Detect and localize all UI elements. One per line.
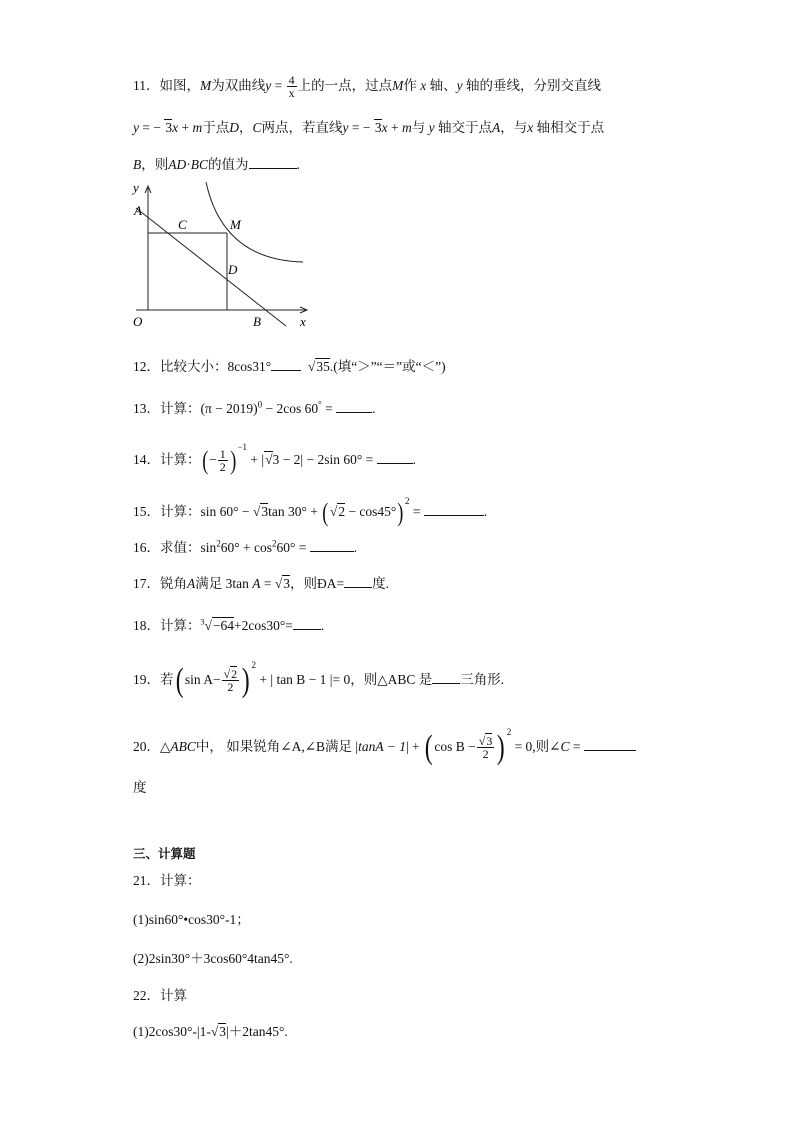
- q14: 14．计算：(− $\frac{1}{2}$ )$^{-1}$ + |√3 − 2| − 2sin 60° = .: [133, 442, 417, 475]
- q11-line3: B，则AD·BC的值为 .: [133, 157, 300, 172]
- line-AB: [136, 208, 286, 326]
- hyperbola-figure: [128, 180, 318, 330]
- hyperbola-curve: [206, 182, 303, 262]
- q22: 22．计算: [133, 988, 187, 1003]
- q11-line1: 11．如图，M为双曲线y = $\frac{4}{x}$ 上的一点，过点M作 x 轴、y 轴的垂线，分别交直线: [133, 73, 601, 101]
- q13: 13．计算：$(\pi - 2019)^0 - 2\cos$ 60° = .: [133, 399, 376, 416]
- q20-line2: 度: [133, 780, 147, 795]
- label-B: B: [253, 314, 261, 329]
- q21-part1: (1)sin60°•cos30°-1；: [133, 912, 250, 927]
- label-O: O: [133, 314, 143, 329]
- q21-part2: (2)2sin30°＋3cos60°4tan45°.: [133, 951, 293, 966]
- q21: 21．计算：: [133, 873, 201, 888]
- label-M: M: [230, 217, 241, 232]
- label-C: C: [178, 217, 187, 232]
- label-x: x: [300, 314, 306, 329]
- q18: 18．计算：$^3$√−64+2cos30°= .: [133, 617, 325, 633]
- q17: 17．锐角A满足 3tan A = √3，则ÐA= 度.: [133, 576, 390, 591]
- section-heading: 三、计算题: [133, 846, 196, 861]
- q16: 16．求值：$\sin^260^\circ + \cos^260^\circ$ = .: [133, 538, 358, 555]
- q22-part1: (1)2cos30°-|1-√3|＋2tan45°.: [133, 1024, 288, 1039]
- label-A: A: [134, 203, 142, 218]
- fraction-4-over-x: $\frac{4}{x}$: [288, 73, 295, 101]
- q15: 15．计算：sin 60° − √3tan $30^\circ + (√2 - \cos 45^\circ)^2$ = .: [133, 496, 488, 527]
- q11-line2: y = − 3x + m于点D，C两点，若直线y = − 3x + m与 y 轴交于点A，与x 轴相交于点: [133, 120, 605, 135]
- label-D: D: [228, 262, 238, 277]
- label-y: y: [133, 180, 139, 195]
- q20: 20．△ABC中， 如果锐角∠A,∠B满足 |tanA − 1| + ( cos B − $\frac{√3}{2}$ ) $^2$ = 0,则∠C =: [133, 727, 636, 761]
- q19: 19．若( sin A− $\frac{√2}{2}$ ) $^2$ + | tan B − 1 |= 0，则△ABC 是 三角形.: [133, 660, 505, 699]
- q12: 12．比较大小：8cos31° √35.(填“＞”“＝”或“＜”): [133, 359, 446, 374]
